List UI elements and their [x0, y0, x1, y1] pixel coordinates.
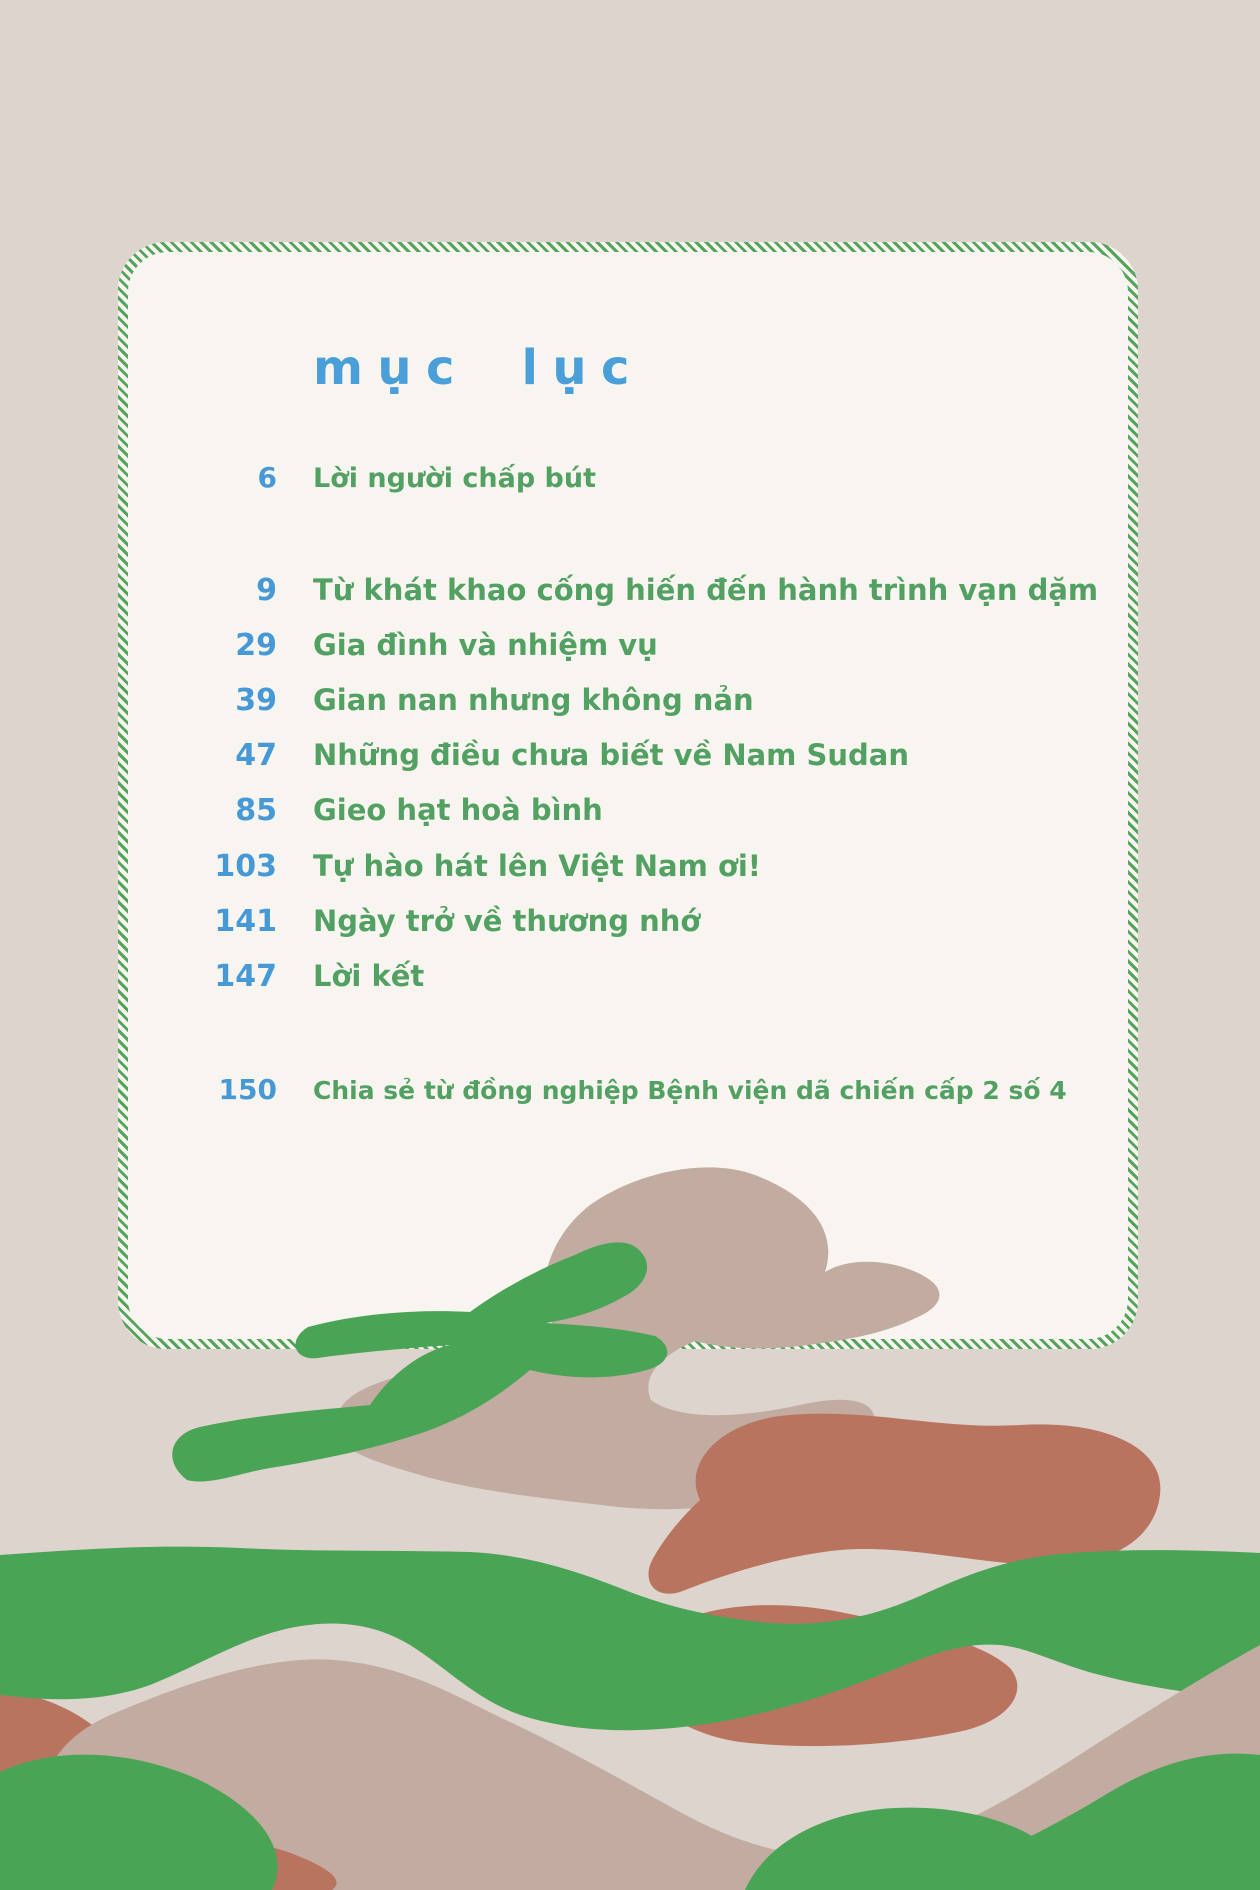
- page-title: mục lục: [313, 340, 644, 396]
- toc-entry-page-number: 85: [235, 793, 277, 828]
- toc-entry-page-number: 147: [214, 959, 277, 994]
- toc-entry-title: Ngày trở về thương nhớ: [313, 904, 701, 938]
- toc-entry: [0, 735, 1140, 776]
- toc-entry: [0, 901, 1140, 942]
- toc-entry-page-number: 150: [218, 1073, 277, 1106]
- toc-entry: [0, 846, 1140, 887]
- toc-entry-page-number: 47: [235, 738, 277, 773]
- camo-green-bottom-right: [945, 1754, 1260, 1890]
- toc-entry: [0, 680, 1140, 721]
- toc-entry-title: Gian nan nhưng không nản: [313, 683, 754, 717]
- toc-entry: [0, 1070, 1140, 1111]
- toc-entry-title: Gieo hạt hoà bình: [313, 793, 603, 827]
- toc-entry-title: Những điều chưa biết về Nam Sudan: [313, 738, 909, 772]
- toc-entry-page-number: 9: [256, 573, 277, 608]
- toc-entry: [0, 458, 1140, 499]
- camo-tan-bottom: [43, 1645, 1260, 1890]
- camo-green-bottom-left: [0, 1755, 277, 1890]
- toc-entry: [0, 956, 1140, 997]
- toc-entry-page-number: 6: [257, 461, 277, 494]
- toc-entry: [0, 625, 1140, 666]
- toc-entry-title: Từ khát khao cống hiến đến hành trình vạn dặm: [313, 573, 1099, 607]
- camo-green-wave: [0, 1547, 1260, 1731]
- toc-entry-title: Gia đình và nhiệm vụ: [313, 628, 658, 662]
- toc-entry-title: Lời người chấp bút: [313, 463, 597, 494]
- toc-entry-page-number: 39: [235, 683, 277, 718]
- camo-green-bottom-center: [745, 1808, 1070, 1890]
- toc-entry-title: Chia sẻ từ đồng nghiệp Bệnh viện dã chiến cấp 2 số 4: [313, 1076, 1067, 1105]
- toc-entry-page-number: 29: [235, 628, 277, 663]
- camo-terracotta-band: [635, 1605, 1017, 1746]
- toc-entry-title: Tự hào hát lên Việt Nam ơi!: [313, 849, 762, 883]
- camo-terracotta-kidney: [648, 1414, 1160, 1594]
- toc-entry-page-number: 141: [214, 904, 277, 939]
- toc-entry-title: Lời kết: [313, 959, 425, 993]
- toc-entry-page-number: 103: [214, 849, 277, 884]
- camo-terracotta-sliver: [141, 1842, 337, 1890]
- toc-entry: [0, 790, 1140, 831]
- toc-entry: [0, 570, 1140, 611]
- camo-terracotta-left: [0, 1690, 322, 1890]
